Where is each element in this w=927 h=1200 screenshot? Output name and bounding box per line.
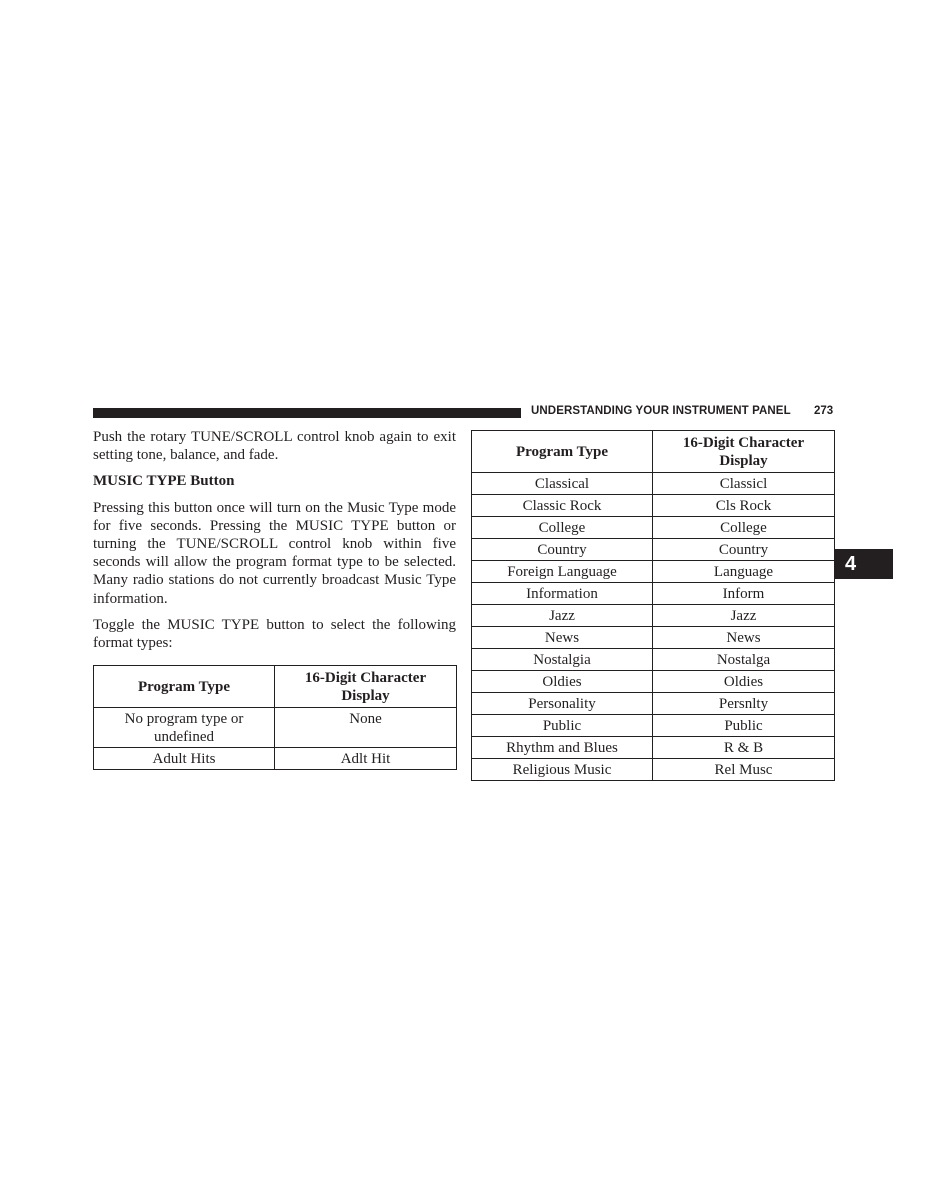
display-cell: Classicl bbox=[653, 473, 835, 495]
program-type-cell: Rhythm and Blues bbox=[472, 737, 653, 759]
display-cell: Jazz bbox=[653, 605, 835, 627]
table-row bbox=[472, 473, 835, 495]
column-header: 16-Digit Character Display bbox=[653, 431, 835, 473]
table-row bbox=[472, 693, 835, 715]
display-cell: Language bbox=[653, 561, 835, 583]
display-cell: Nostalga bbox=[653, 649, 835, 671]
table-row bbox=[472, 759, 835, 781]
table-header-row bbox=[472, 431, 835, 473]
program-type-cell: Adult Hits bbox=[94, 748, 275, 770]
page-number: 273 bbox=[814, 405, 834, 417]
table-row bbox=[472, 539, 835, 561]
display-cell: Adlt Hit bbox=[275, 748, 457, 770]
table-row bbox=[472, 627, 835, 649]
program-type-cell: Public bbox=[472, 715, 653, 737]
display-cell: Inform bbox=[653, 583, 835, 605]
section-heading: MUSIC TYPE Button bbox=[93, 473, 235, 490]
table-row bbox=[472, 495, 835, 517]
column-header: 16-Digit Character Display bbox=[275, 666, 457, 708]
paragraph-music-type: Pressing this button once will turn on the Music Type mode for five seconds. Pressing the MUSIC TYPE button or turning the TUNE/SCROLL control knob within five seconds will allow the program format type to be selected. Many radio stations do not currently broadcast Music Type information. bbox=[93, 499, 456, 607]
table-header-row bbox=[94, 666, 457, 708]
program-type-table-left bbox=[93, 665, 457, 770]
display-cell: Oldies bbox=[653, 671, 835, 693]
program-type-cell: Classic Rock bbox=[472, 495, 653, 517]
display-cell: Cls Rock bbox=[653, 495, 835, 517]
display-cell: Rel Musc bbox=[653, 759, 835, 781]
table-row bbox=[472, 517, 835, 539]
table-row bbox=[94, 748, 457, 770]
display-cell: Country bbox=[653, 539, 835, 561]
section-title: UNDERSTANDING YOUR INSTRUMENT PANEL bbox=[531, 405, 791, 417]
chapter-tab: 4 bbox=[834, 549, 893, 579]
program-type-cell: Nostalgia bbox=[472, 649, 653, 671]
program-type-cell: Religious Music bbox=[472, 759, 653, 781]
table-row bbox=[472, 561, 835, 583]
table-row bbox=[472, 671, 835, 693]
program-type-cell: No program type or undefined bbox=[94, 708, 275, 748]
display-cell: R & B bbox=[653, 737, 835, 759]
program-type-cell: Personality bbox=[472, 693, 653, 715]
table-row bbox=[472, 649, 835, 671]
table-row bbox=[94, 708, 457, 748]
table-row bbox=[472, 605, 835, 627]
program-type-cell: News bbox=[472, 627, 653, 649]
table-row bbox=[472, 715, 835, 737]
display-cell: Public bbox=[653, 715, 835, 737]
display-cell: Persnlty bbox=[653, 693, 835, 715]
column-header: Program Type bbox=[94, 666, 275, 708]
table-row bbox=[472, 583, 835, 605]
body-text bbox=[93, 428, 456, 660]
program-type-cell: Country bbox=[472, 539, 653, 561]
column-header: Program Type bbox=[472, 431, 653, 473]
header-rule bbox=[93, 408, 521, 418]
paragraph-toggle: Toggle the MUSIC TYPE button to select the following format types: bbox=[93, 616, 456, 652]
program-type-cell: Foreign Language bbox=[472, 561, 653, 583]
display-cell: None bbox=[275, 708, 457, 748]
program-type-cell: College bbox=[472, 517, 653, 539]
program-type-cell: Classical bbox=[472, 473, 653, 495]
program-type-cell: Oldies bbox=[472, 671, 653, 693]
table-row bbox=[472, 737, 835, 759]
display-cell: News bbox=[653, 627, 835, 649]
program-type-cell: Information bbox=[472, 583, 653, 605]
display-cell: College bbox=[653, 517, 835, 539]
paragraph-tune-scroll: Push the rotary TUNE/SCROLL control knob again to exit setting tone, balance, and fade. bbox=[93, 429, 456, 464]
program-type-table-right bbox=[471, 430, 835, 781]
program-type-cell: Jazz bbox=[472, 605, 653, 627]
